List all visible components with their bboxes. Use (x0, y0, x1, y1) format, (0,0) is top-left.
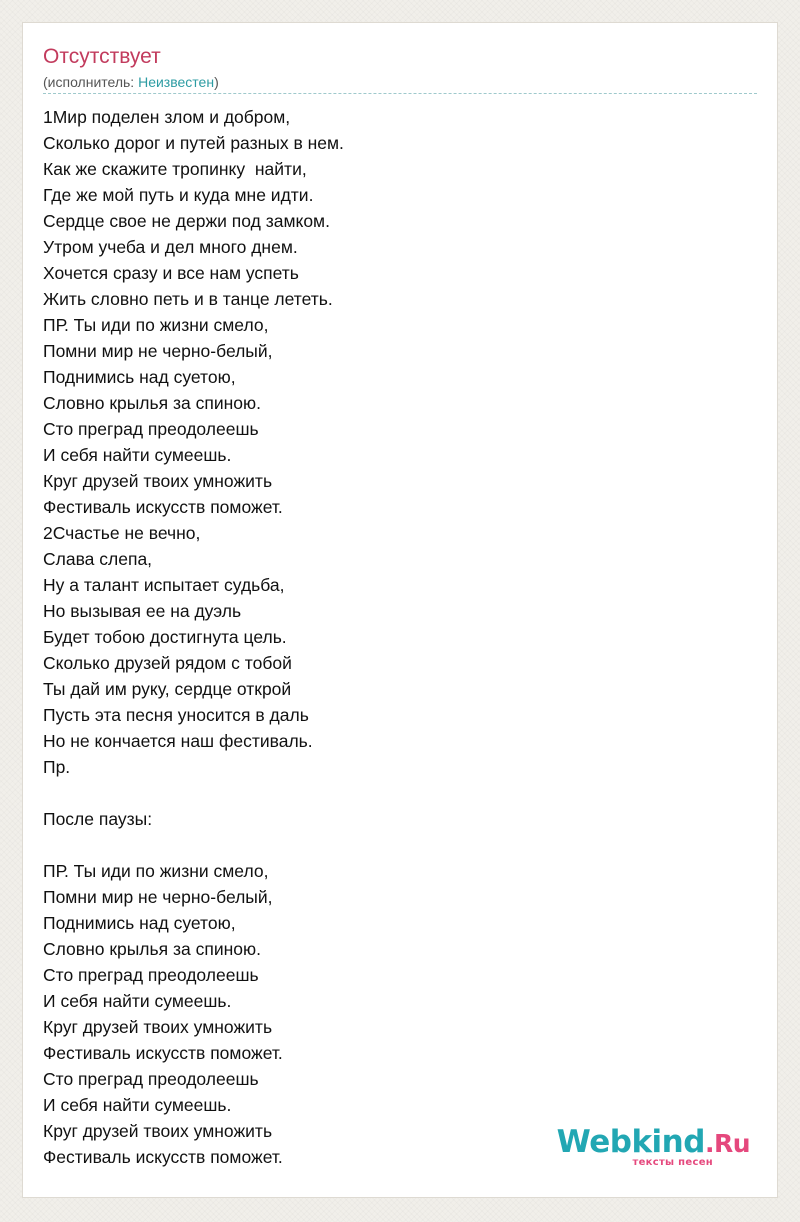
lyrics-card (22, 22, 778, 1198)
dashed-divider (43, 93, 757, 94)
site-logo[interactable] (550, 1125, 750, 1173)
logo-wordmark (557, 1125, 750, 1161)
logo-brand: Webkind (556, 1124, 705, 1160)
lyrics-text: 1Мир поделен злом и добром, Сколько дорог и путей разных в нем. Как же скажите тропинку найти, Где же мой путь и куда мне идти. Сердце свое не держи под замком. Утром учеба и дел много днем. Хочется сразу и все нам успеть Жить словно петь и в танце лететь. ПР. Ты иди по жизни смело, Помни мир не черно-белый, Поднимись над суетою, Словно крылья за спиною. Сто преград преодолеешь И себя найти сумеешь. Круг друзей твоих умножить Фестиваль искусств поможет. 2Счастье не вечно, Слава слепа, Ну а талант испытает судьба, Но вызывая ее на дуэль Будет тобою достигнута цель. Сколько друзей рядом с тобой Ты дай им руку, сердце открой Пусть эта песня уносится в даль Но не кончается наш фестиваль. Пр. После паузы: ПР. Ты иди по жизни смело, Помни мир не черно-белый, Поднимись над суетою, Словно крылья за спиною. Сто преград преодолеешь И себя найти сумеешь. Круг друзей твоих умножить Фестиваль искусств поможет. Сто преград преодолеешь И себя найти сумеешь. Круг друзей твоих умножить Фестиваль искусств поможет. (43, 107, 344, 1167)
artist-link[interactable]: Неизвестен (138, 74, 215, 90)
song-title: Отсутствует (43, 45, 161, 68)
logo-tagline: тексты песен (632, 1157, 713, 1168)
artist-line (43, 73, 219, 91)
artist-prefix: (исполнитель: (43, 74, 139, 90)
logo-tld: .Ru (704, 1129, 750, 1158)
artist-suffix: ) (214, 74, 219, 90)
